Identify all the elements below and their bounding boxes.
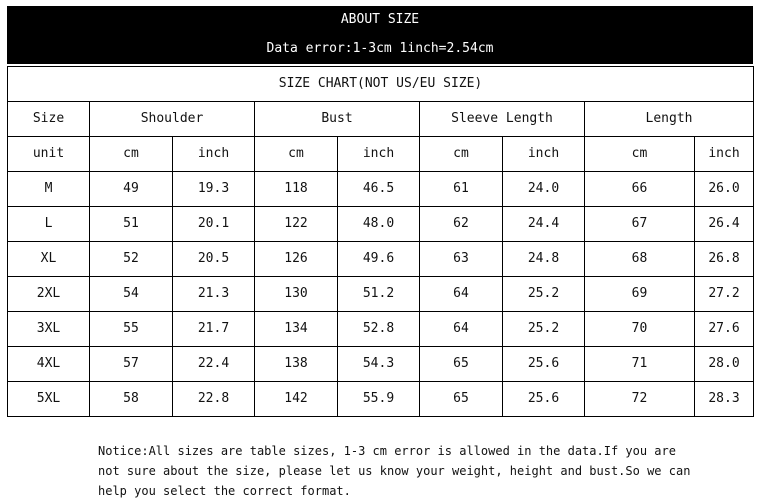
- value-cell: 28.0: [695, 347, 754, 382]
- value-cell: 27.6: [695, 312, 754, 347]
- value-cell: 20.1: [173, 207, 255, 242]
- value-cell: 70: [585, 312, 695, 347]
- value-cell: 26.8: [695, 242, 754, 277]
- value-cell: 58: [90, 382, 173, 417]
- value-cell: 52.8: [338, 312, 420, 347]
- table-row: [8, 382, 754, 417]
- size-cell: XL: [8, 242, 90, 277]
- size-cell: 4XL: [8, 347, 90, 382]
- value-cell: 26.0: [695, 172, 754, 207]
- value-cell: 67: [585, 207, 695, 242]
- value-cell: 49.6: [338, 242, 420, 277]
- unit-header: unit: [8, 137, 90, 172]
- value-cell: 24.4: [503, 207, 585, 242]
- value-cell: 20.5: [173, 242, 255, 277]
- value-cell: 130: [255, 277, 338, 312]
- value-cell: 26.4: [695, 207, 754, 242]
- value-cell: 54.3: [338, 347, 420, 382]
- value-cell: 21.7: [173, 312, 255, 347]
- value-cell: 25.2: [503, 277, 585, 312]
- value-cell: 72: [585, 382, 695, 417]
- sleeve-length-header: Sleeve Length: [420, 102, 585, 137]
- value-cell: 22.4: [173, 347, 255, 382]
- value-cell: 51: [90, 207, 173, 242]
- value-cell: 69: [585, 277, 695, 312]
- unit-cell: cm: [90, 137, 173, 172]
- unit-row: [8, 137, 754, 172]
- unit-cell: inch: [503, 137, 585, 172]
- value-cell: 138: [255, 347, 338, 382]
- value-cell: 28.3: [695, 382, 754, 417]
- unit-cell: cm: [255, 137, 338, 172]
- unit-cell: inch: [338, 137, 420, 172]
- value-cell: 22.8: [173, 382, 255, 417]
- value-cell: 71: [585, 347, 695, 382]
- value-cell: 63: [420, 242, 503, 277]
- about-size-header: [7, 6, 753, 64]
- size-cell: 3XL: [8, 312, 90, 347]
- value-cell: 55.9: [338, 382, 420, 417]
- length-header: Length: [585, 102, 754, 137]
- table-row: [8, 242, 754, 277]
- value-cell: 134: [255, 312, 338, 347]
- notice-text: Notice:All sizes are table sizes, 1-3 cm error is allowed in the data.If you are not sure about the size, please let us know your weight, height and bust.So we can help you select the correct format.: [98, 444, 691, 498]
- value-cell: 25.6: [503, 347, 585, 382]
- value-cell: 27.2: [695, 277, 754, 312]
- table-row: [8, 277, 754, 312]
- value-cell: 25.2: [503, 312, 585, 347]
- value-cell: 24.8: [503, 242, 585, 277]
- value-cell: 48.0: [338, 207, 420, 242]
- value-cell: 64: [420, 277, 503, 312]
- size-cell: M: [8, 172, 90, 207]
- value-cell: 21.3: [173, 277, 255, 312]
- unit-cell: cm: [585, 137, 695, 172]
- size-chart-table: [7, 66, 754, 417]
- value-cell: 65: [420, 347, 503, 382]
- unit-cell: inch: [695, 137, 754, 172]
- table-row: [8, 312, 754, 347]
- size-header: Size: [8, 102, 90, 137]
- value-cell: 52: [90, 242, 173, 277]
- measurement-header-row: [8, 102, 754, 137]
- size-rows: [8, 172, 754, 417]
- chart-title: SIZE CHART(NOT US/EU SIZE): [8, 67, 754, 102]
- value-cell: 142: [255, 382, 338, 417]
- value-cell: 61: [420, 172, 503, 207]
- value-cell: 51.2: [338, 277, 420, 312]
- value-cell: 68: [585, 242, 695, 277]
- size-cell: 5XL: [8, 382, 90, 417]
- table-row: [8, 347, 754, 382]
- table-row: [8, 207, 754, 242]
- table-row: [8, 172, 754, 207]
- unit-cell: cm: [420, 137, 503, 172]
- value-cell: 25.6: [503, 382, 585, 417]
- unit-cell: inch: [173, 137, 255, 172]
- value-cell: 24.0: [503, 172, 585, 207]
- value-cell: 62: [420, 207, 503, 242]
- value-cell: 64: [420, 312, 503, 347]
- value-cell: 57: [90, 347, 173, 382]
- value-cell: 19.3: [173, 172, 255, 207]
- size-cell: 2XL: [8, 277, 90, 312]
- value-cell: 65: [420, 382, 503, 417]
- value-cell: 66: [585, 172, 695, 207]
- value-cell: 46.5: [338, 172, 420, 207]
- value-cell: 126: [255, 242, 338, 277]
- header-title: ABOUT SIZE: [340, 12, 420, 27]
- header-subtitle: Data error:1-3cm 1inch=2.54cm: [266, 41, 494, 56]
- shoulder-header: Shoulder: [90, 102, 255, 137]
- value-cell: 49: [90, 172, 173, 207]
- value-cell: 55: [90, 312, 173, 347]
- value-cell: 118: [255, 172, 338, 207]
- bust-header: Bust: [255, 102, 420, 137]
- value-cell: 122: [255, 207, 338, 242]
- size-cell: L: [8, 207, 90, 242]
- chart-title-row: [8, 67, 754, 102]
- value-cell: 54: [90, 277, 173, 312]
